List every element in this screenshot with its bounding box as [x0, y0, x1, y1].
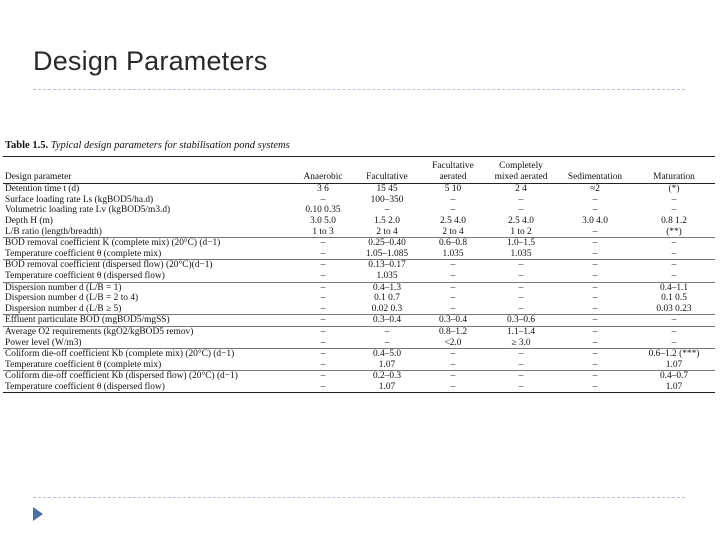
table-cell: – [671, 260, 677, 271]
table-cell: – [293, 271, 353, 282]
parameter-name-cell: Effluent particulate BOD (mgBOD5/mgSS) [3, 315, 293, 327]
table-cell: 1.0–1.5 [506, 238, 536, 249]
table-cell: – [671, 238, 677, 249]
table-cell: – [671, 194, 677, 205]
table-cell: – [384, 205, 390, 216]
table-cell: – [293, 338, 353, 349]
table-cell: – [293, 360, 353, 371]
table-cell: – [592, 371, 598, 382]
table-cell: 2 to 4 [353, 227, 421, 238]
table-cell: – [293, 249, 353, 260]
table-cell: – [671, 205, 677, 216]
table-cell: 0.6–1.2 (***) [648, 349, 700, 360]
table-row [3, 371, 715, 382]
table-cell: 0.02 0.3 [353, 304, 421, 315]
column-header: Design parameter [5, 171, 72, 182]
table-row [3, 271, 715, 282]
table-cell: – [421, 360, 485, 371]
table-cell: 0.1 0.5 [661, 293, 687, 304]
table-cell: – [557, 315, 633, 327]
design-parameters-table [3, 156, 715, 393]
table-cell: 0.4–1.3 [372, 282, 402, 293]
table-cell: (**) [633, 227, 715, 238]
table-cell: – [485, 382, 557, 393]
parameter-name-cell: Detention time t (d) [5, 184, 80, 195]
table-cell: – [421, 304, 485, 315]
table-cell: 0.13–0.17 [368, 260, 406, 271]
table-cell: – [557, 249, 633, 260]
table-cell: 5 10 [444, 184, 462, 195]
parameters-table-figure [3, 140, 715, 393]
table-cell: 1.07 [633, 382, 715, 393]
table-cell: – [320, 371, 326, 382]
table-cell: – [485, 271, 557, 282]
column-header: Sedimentation [567, 171, 623, 182]
table-cell: – [384, 326, 390, 337]
table-cell: 1.035 [485, 249, 557, 260]
table-cell: 1.1–1.4 [506, 326, 536, 337]
table-cell: 2.5 4.0 [508, 215, 534, 226]
table-cell: 1 to 2 [485, 227, 557, 238]
table-row [3, 326, 715, 337]
table-cell: 3 6 [317, 184, 329, 195]
table-cell: – [421, 271, 485, 282]
table-cell: – [592, 260, 598, 271]
table-cell: – [421, 382, 485, 393]
parameter-name-cell: Temperature coefficient θ (dispersed flow) [3, 271, 293, 282]
table-cell: <2.0 [421, 338, 485, 349]
table-cell: 0.3–0.4 [353, 315, 421, 327]
table-cell: – [320, 238, 326, 249]
parameter-name-cell: Power level (W/m3) [3, 338, 293, 349]
table-cell: ≥ 3.0 [485, 338, 557, 349]
parameter-name-cell: Average O2 requirements (kgO2/kgBOD5 remov) [5, 326, 194, 337]
table-cell: – [450, 260, 456, 271]
table-cell: – [450, 349, 456, 360]
column-header: Anaerobic [303, 171, 343, 182]
table-cell: – [592, 326, 598, 337]
table-cell: – [518, 194, 524, 205]
table-row [3, 338, 715, 349]
column-header: Maturation [653, 171, 695, 182]
table-caption-number: Table 1.5. [5, 140, 49, 151]
table-cell: – [557, 304, 633, 315]
table-cell: 0.3–0.6 [485, 315, 557, 327]
table-cell: 0.4–0.7 [659, 371, 689, 382]
table-cell: – [557, 271, 633, 282]
table-cell: – [592, 205, 598, 216]
table-cell: – [450, 293, 456, 304]
table-cell: – [633, 315, 715, 327]
table-cell: – [633, 338, 715, 349]
parameter-name-cell: Dispersion number d (L/B = 1) [5, 282, 122, 293]
table-cell: ≈2 [590, 184, 600, 195]
table-cell: 2 4 [515, 184, 527, 195]
table-row [3, 184, 715, 195]
table-cell: 0.10 0.35 [305, 205, 341, 216]
parameter-name-cell: Volumetric loading rate Lv (kgBOD5/m3.d) [5, 205, 171, 216]
table-cell: 1.035 [353, 271, 421, 282]
table-cell: – [320, 282, 326, 293]
table-cell: – [485, 304, 557, 315]
table-cell: 1.5 2.0 [374, 215, 400, 226]
table-cell: 3.0 5.0 [310, 215, 336, 226]
table-cell: – [518, 260, 524, 271]
parameter-name-cell: Coliform die-off coefficient Kb (complete mix) (20°C) (d−1) [5, 349, 235, 360]
table-cell: – [320, 260, 326, 271]
table-row [3, 205, 715, 216]
table-cell: – [518, 205, 524, 216]
column-header: Completely mixed aerated [494, 161, 548, 182]
table-cell: 0.25–0.40 [368, 238, 406, 249]
table-cell: – [450, 371, 456, 382]
table-cell: 1.05–1.085 [353, 249, 421, 260]
table-cell: – [450, 194, 456, 205]
table-row [3, 304, 715, 315]
table-cell: 1.035 [421, 249, 485, 260]
table-cell: 100–350 [370, 194, 404, 205]
table-cell: – [592, 194, 598, 205]
table-cell: – [485, 360, 557, 371]
table-header-row [3, 157, 715, 184]
table-cell: 0.03 0.23 [633, 304, 715, 315]
table-cell: – [320, 326, 326, 337]
table-cell: – [450, 282, 456, 293]
table-cell: – [592, 293, 598, 304]
page-title: Design Parameters [33, 46, 268, 76]
table-row [3, 315, 715, 327]
parameter-name-cell: Coliform die-off coefficient Kb (dispersed flow) (20°C) (d−1) [5, 371, 238, 382]
table-cell: – [320, 293, 326, 304]
table-cell: 1.07 [633, 360, 715, 371]
table-cell: – [633, 249, 715, 260]
table-row [3, 282, 715, 293]
table-cell: – [320, 349, 326, 360]
parameter-name-cell: BOD removal coefficient K (complete mix) (20°C) (d−1) [5, 238, 221, 249]
table-cell: – [518, 371, 524, 382]
table-cell: 2.5 4.0 [440, 215, 466, 226]
table-cell: – [320, 194, 326, 205]
parameter-name-cell: Depth H (m) [5, 215, 53, 226]
table-cell: – [518, 282, 524, 293]
table-cell: 0.4–1.1 [659, 282, 689, 293]
table-cell: 1.07 [353, 382, 421, 393]
table-cell: 1.07 [353, 360, 421, 371]
parameter-name-cell: Dispersion number d (L/B ≥ 5) [3, 304, 293, 315]
table-cell: (*) [668, 184, 680, 195]
table-row [3, 293, 715, 304]
table-row [3, 238, 715, 249]
table-row [3, 360, 715, 371]
table-row [3, 260, 715, 271]
table-cell: 2 to 4 [421, 227, 485, 238]
table-row [3, 227, 715, 238]
table-row [3, 249, 715, 260]
parameter-name-cell: Dispersion number d (L/B = 2 to 4) [5, 293, 139, 304]
table-cell: – [671, 326, 677, 337]
table-cell: 1 to 3 [293, 227, 353, 238]
table-cell: – [557, 360, 633, 371]
parameter-name-cell: Temperature coefficient θ (complete mix) [3, 360, 293, 371]
table-cell: – [353, 338, 421, 349]
parameter-name-cell: Surface loading rate Ls (kgBOD5/ha.d) [5, 194, 154, 205]
table-cell: – [557, 382, 633, 393]
table-cell: 0.1 0.7 [374, 293, 400, 304]
bottom-divider [33, 497, 685, 498]
table-cell: – [518, 293, 524, 304]
table-cell: – [592, 349, 598, 360]
table-cell: – [450, 205, 456, 216]
table-cell: – [592, 238, 598, 249]
table-cell: 15 45 [376, 184, 398, 195]
triangle-right-icon[interactable] [33, 507, 43, 521]
table-cell: 0.8–1.2 [438, 326, 468, 337]
table-row [3, 216, 715, 227]
table-cell: 0.4–5.0 [372, 349, 402, 360]
table-row [3, 349, 715, 360]
parameter-name-cell: L/B ratio (length/breadth) [3, 227, 293, 238]
table-cell: 0.3–0.4 [421, 315, 485, 327]
table-cell: 3.0 4.0 [582, 215, 608, 226]
table-caption-text: Typical design parameters for stabilisation pond systems [50, 140, 290, 151]
table-cell: – [293, 304, 353, 315]
parameter-name-cell: BOD removal coefficient (dispersed flow) (20°C)(d−1) [5, 260, 213, 271]
table-cell: 0.2–0.3 [372, 371, 402, 382]
table-cell: – [557, 227, 633, 238]
table-cell: – [518, 349, 524, 360]
top-divider [33, 89, 685, 90]
table-body [3, 184, 715, 393]
column-header: Facultative [366, 171, 408, 182]
table-cell: 0.6–0.8 [438, 238, 468, 249]
table-cell: – [592, 282, 598, 293]
table-row [3, 382, 715, 393]
table-cell: – [293, 315, 353, 327]
table-cell: 0.8 1.2 [661, 215, 687, 226]
parameter-name-cell: Temperature coefficient θ (dispersed flow) [3, 382, 293, 393]
table-caption [5, 140, 715, 151]
table-cell: – [293, 382, 353, 393]
table-cell: – [557, 338, 633, 349]
table-cell: – [633, 271, 715, 282]
table-row [3, 195, 715, 206]
column-header: Facultative aerated [432, 161, 474, 182]
parameter-name-cell: Temperature coefficient θ (complete mix) [3, 249, 293, 260]
